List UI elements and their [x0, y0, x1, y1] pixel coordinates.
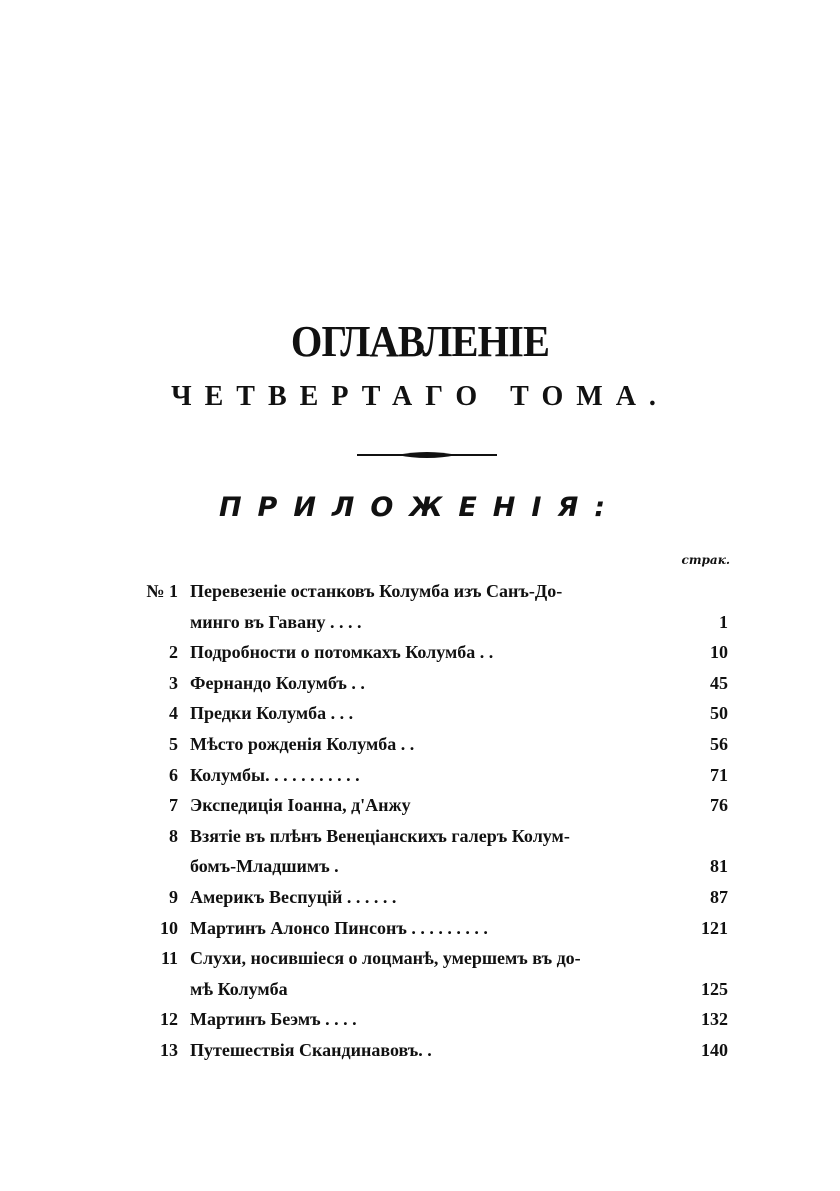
toc-entry-title: мѣ Колумба [190, 978, 288, 999]
toc-entry-number: 2 [169, 642, 178, 663]
section-heading: ПРИЛОЖЕНІЯ: [218, 492, 622, 523]
toc-entry-number: 5 [169, 734, 178, 754]
toc-entry-number: 7 [169, 795, 178, 816]
toc-entry-title: минго въ Гавану . . . . [190, 611, 362, 632]
toc-entry-number: 3 [169, 672, 178, 693]
toc-entry-title: Взятіе въ плѣнъ Венеціанскихъ галеръ Колум- [190, 825, 570, 846]
toc-entry-title: Мартинъ Алонсо Пинсонъ . . . . . . . . . [190, 917, 488, 938]
toc-entry-title: Мѣсто рожденія Колумба . . [190, 734, 415, 754]
toc-entry [0, 914, 840, 944]
toc-entry-page: 71 [710, 764, 728, 785]
toc-entry-page: 50 [710, 703, 728, 724]
toc-entry [0, 883, 840, 913]
toc-entry [0, 608, 840, 638]
toc-entry-title: Подробности о потомкахъ Колумба . . [190, 642, 494, 663]
toc-entry [0, 577, 840, 607]
toc-entry-title: Колумбы. . . . . . . . . . . [190, 764, 360, 785]
toc-entry-number: 12 [160, 1009, 178, 1030]
toc-entry-title: бомъ-Младшимъ . [190, 856, 339, 877]
toc-entry-title: Перевезеніе останковъ Колумба изъ Санъ-До- [190, 581, 563, 601]
toc-entry-title: Предки Колумба . . . [190, 703, 354, 724]
toc-entry [0, 1036, 840, 1066]
toc-entry-page: 45 [710, 672, 728, 693]
toc-entry [0, 944, 840, 974]
toc-entry [0, 669, 840, 699]
toc-entry-number: 11 [160, 948, 178, 969]
toc-entry [0, 852, 840, 882]
toc-entry-title: Слухи, носившіеся о лоцманѣ, умершемъ въ до- [190, 948, 581, 969]
toc-entry [0, 761, 840, 791]
toc-entry-page: 140 [701, 1040, 728, 1060]
toc-entry [0, 1005, 840, 1035]
toc-entry-page: 10 [710, 642, 728, 663]
toc-entry [0, 730, 840, 760]
toc-entry [0, 975, 840, 1005]
toc-entry-title: Мартинъ Беэмъ . . . . [190, 1009, 357, 1030]
toc-entry-number: 9 [169, 887, 178, 907]
toc-entry-page: 81 [710, 856, 728, 877]
page-title: ОГЛАВЛЕНІЕ [290, 317, 550, 366]
toc-entry-page: 1 [719, 611, 728, 632]
toc-entry [0, 791, 840, 821]
toc-entry [0, 638, 840, 668]
toc-entry-page: 56 [710, 734, 728, 754]
toc-entry [0, 822, 840, 852]
pages-column-label: страк. [681, 553, 730, 567]
toc-entry-number: 4 [169, 703, 178, 724]
toc-entry-page: 121 [701, 917, 728, 938]
page-subtitle: ЧЕТВЕРТАГО ТОМА. [171, 381, 669, 412]
toc-entry-number: 10 [160, 917, 178, 938]
toc-entry-page: 132 [701, 1009, 728, 1030]
toc-entry-title: Путешествія Скандинавовъ. . [190, 1040, 432, 1060]
toc-entry-number: 8 [169, 825, 178, 846]
toc-entry-page: 76 [710, 795, 728, 816]
ornamental-rule [357, 449, 497, 461]
toc-entry-number: 6 [169, 764, 178, 785]
toc-entry-number: 13 [160, 1040, 178, 1060]
toc-entry-title: Фернандо Колумбъ . . [190, 672, 365, 693]
toc-entry-title: Америкъ Веспуцій . . . . . . [190, 887, 397, 907]
toc-entry [0, 699, 840, 729]
toc-entry-page: 87 [710, 887, 728, 907]
toc-entry-number: № 1 [146, 581, 178, 601]
toc-entry-title: Экспедиція Іоанна, д'Анжу [190, 795, 411, 816]
toc-entry-page: 125 [701, 978, 728, 999]
